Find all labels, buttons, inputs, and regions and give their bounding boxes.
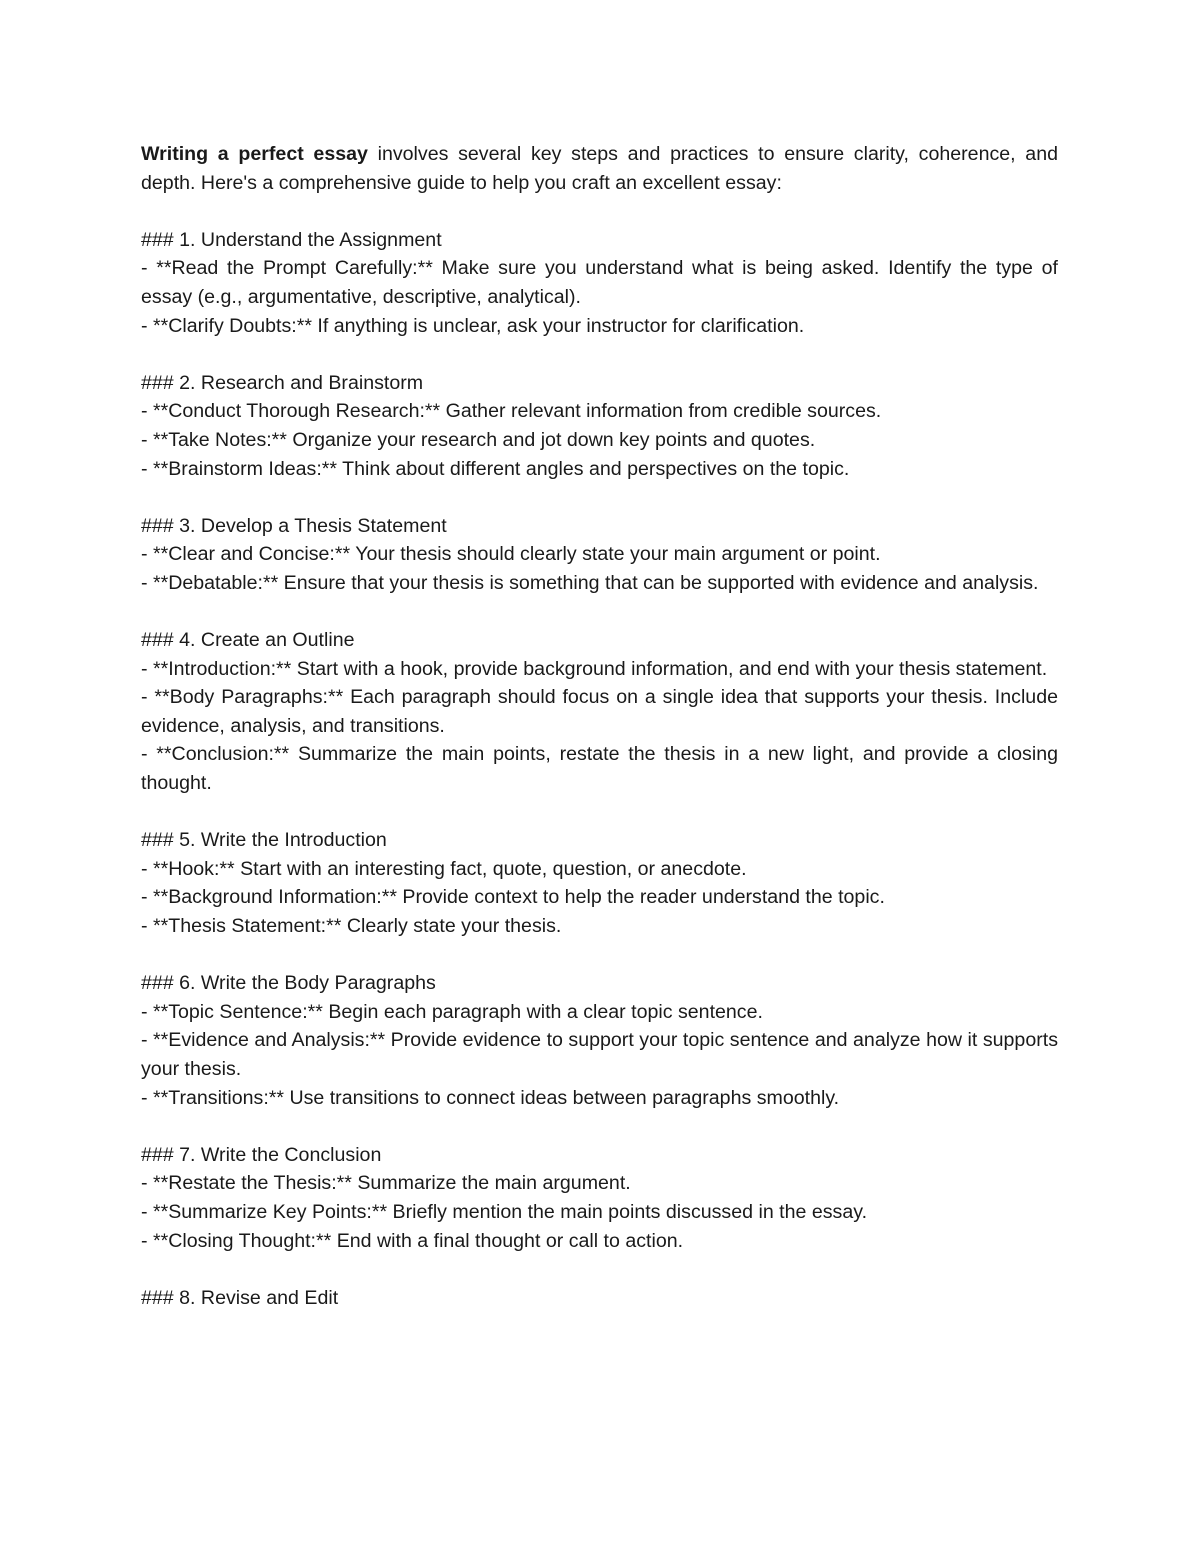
bullet-item: - **Topic Sentence:** Begin each paragraph with a clear topic sentence.	[141, 1000, 763, 1023]
section-heading: ### 6. Write the Body Paragraphs	[141, 972, 436, 995]
section-1	[141, 226, 1058, 340]
bullet-item: - **Background Information:** Provide context to help the reader understand the topic.	[141, 886, 885, 909]
bullet-item: - **Take Notes:** Organize your research and jot down key points and quotes.	[141, 428, 816, 451]
bullet-item: - **Restate the Thesis:** Summarize the main argument.	[141, 1172, 631, 1195]
intro-bold-text: Writing a perfect essay	[141, 143, 368, 165]
section-heading: ### 2. Research and Brainstorm	[141, 371, 424, 394]
section-heading: ### 4. Create an Outline	[141, 629, 355, 652]
section-3	[141, 512, 1058, 598]
section-heading: ### 8. Revise and Edit	[141, 1286, 339, 1309]
bullet-item: - **Clear and Concise:** Your thesis should clearly state your main argument or point.	[141, 543, 881, 566]
section-7	[141, 1141, 1058, 1255]
section-6	[141, 969, 1058, 1112]
section-heading: ### 1. Understand the Assignment	[141, 228, 442, 251]
bullet-item: - **Introduction:** Start with a hook, provide background information, and end with your thesis statement.	[141, 657, 1048, 680]
section-5	[141, 826, 1058, 940]
bullet-item: - **Summarize Key Points:** Briefly mention the main points discussed in the essay.	[141, 1200, 868, 1223]
section-heading: ### 5. Write the Introduction	[141, 829, 387, 852]
bullet-item: - **Body Paragraphs:** Each paragraph should focus on a single idea that supports your thesis. Include evidence, analysis, and transitions.	[141, 686, 1058, 737]
section-2	[141, 369, 1058, 483]
bullet-item: - **Conclusion:** Summarize the main points, restate the thesis in a new light, and provide a closing thought.	[141, 743, 1058, 795]
bullet-item: - **Read the Prompt Carefully:** Make sure you understand what is being asked. Identify the type of essay (e.g., argumentative, descriptive, analytical).	[141, 257, 1058, 308]
bullet-item: - **Brainstorm Ideas:** Think about different angles and perspectives on the topic.	[141, 457, 850, 480]
bullet-item: - **Clarify Doubts:** If anything is unclear, ask your instructor for clarification.	[141, 314, 805, 337]
bullet-item: - **Conduct Thorough Research:** Gather relevant information from credible sources.	[141, 400, 882, 423]
bullet-item: - **Hook:** Start with an interesting fact, quote, question, or anecdote.	[141, 857, 747, 880]
section-heading: ### 3. Develop a Thesis Statement	[141, 514, 447, 537]
intro-paragraph	[141, 140, 1058, 197]
intro-text: involves several key steps and practices to ensure clarity, coherence, and depth. Here's a comprehensive guide to help you craft an excellent essay:	[141, 143, 1058, 194]
section-4	[141, 626, 1058, 798]
bullet-item: - **Thesis Statement:** Clearly state your thesis.	[141, 915, 562, 938]
bullet-item: - **Debatable:** Ensure that your thesis is something that can be supported with evidence and analysis.	[141, 571, 1039, 594]
bullet-item: - **Transitions:** Use transitions to connect ideas between paragraphs smoothly.	[141, 1086, 840, 1109]
section-heading: ### 7. Write the Conclusion	[141, 1143, 382, 1166]
section-8	[141, 1284, 1058, 1313]
document-page	[141, 140, 1058, 1312]
bullet-item: - **Closing Thought:** End with a final thought or call to action.	[141, 1229, 684, 1252]
bullet-item: - **Evidence and Analysis:** Provide evidence to support your topic sentence and analyze how it supports your thesis.	[141, 1029, 1058, 1080]
